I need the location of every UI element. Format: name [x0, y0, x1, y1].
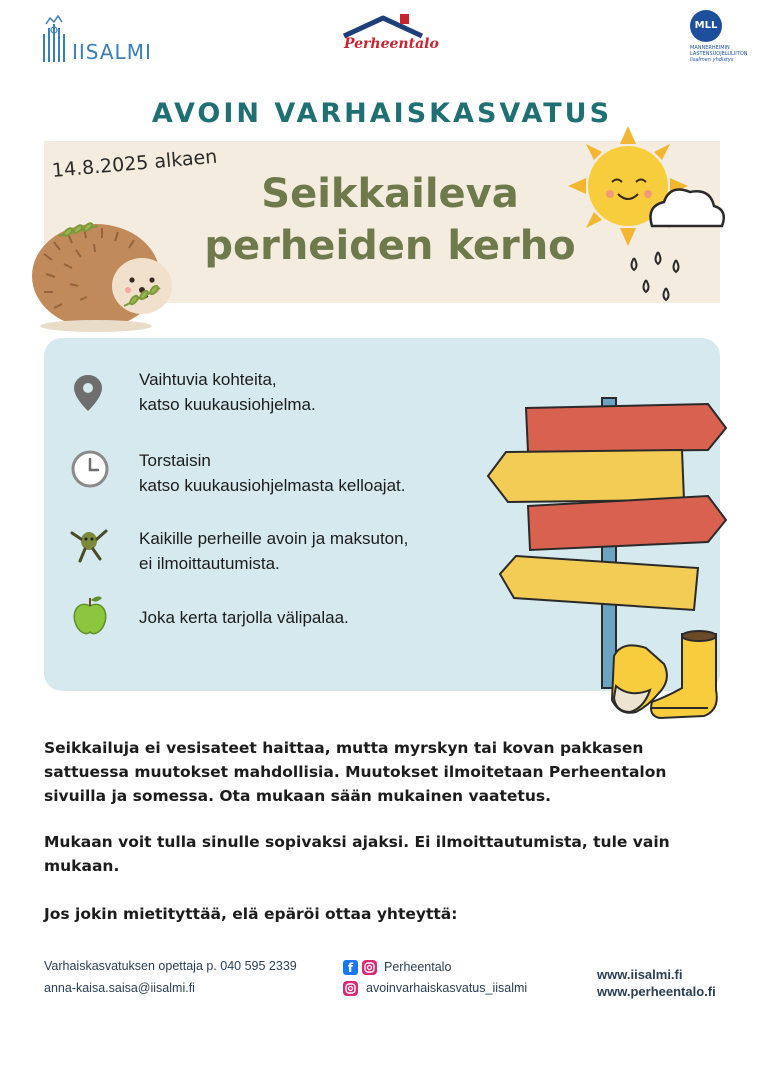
- info-item-line: Torstaisin: [139, 451, 211, 470]
- contact-paragraph: Jos jokin mietityttää, elä epäröi ottaa yhteyttä:: [44, 905, 458, 923]
- title-line2: perheiden kerho: [204, 223, 576, 269]
- info-item-snack: [139, 605, 499, 630]
- social-instagram-name[interactable]: avoinvarhaiskasvatus_iisalmi: [366, 981, 528, 995]
- title-line1: Seikkaileva: [261, 171, 519, 217]
- mll-line3: Iisalmen yhdistys: [690, 57, 734, 63]
- hedgehog-illustration: [24, 214, 174, 334]
- info-item-time: [139, 448, 499, 498]
- apple-icon: [72, 594, 108, 636]
- rain-boots-illustration: [608, 628, 724, 724]
- info-item-line: katso kuukausiohjelma.: [139, 395, 316, 414]
- social-facebook-instagram-name[interactable]: Perheentalo: [384, 960, 452, 974]
- info-item-free: [139, 526, 499, 576]
- clock-icon: [70, 449, 110, 489]
- info-item-line: katso kuukausiohjelmasta kelloajat.: [139, 476, 406, 495]
- iisalmi-crest-icon: [40, 14, 72, 64]
- mll-badge: MLL: [690, 10, 722, 42]
- sun-cloud-illustration: [566, 124, 732, 314]
- social-icons: [343, 960, 377, 976]
- event-title: [180, 168, 600, 272]
- mll-line2: LASTENSUOJELULIITON: [690, 51, 748, 57]
- weather-paragraph: Seikkailuja ei vesisateet haittaa, mutta myrskyn tai kovan pakkasen sattuessa muutokset mahdollisia. Muutokset ilmoitetaan Perheentalon sivuilla ja somessa. Ota mukaan sään mukainen vaatetus.: [44, 739, 667, 805]
- instagram-icon[interactable]: [362, 960, 377, 975]
- start-date: 14.8.2025 alkaen: [51, 145, 219, 182]
- contact-phone: Varhaiskasvatuksen opettaja p. 040 595 2339: [44, 959, 297, 973]
- facebook-icon[interactable]: f: [343, 960, 358, 975]
- info-item-location: [139, 367, 499, 417]
- mll-name: [690, 45, 748, 57]
- info-item-line: Vaihtuvia kohteita,: [139, 370, 277, 389]
- website-perheentalo[interactable]: www.perheentalo.fi: [597, 984, 716, 999]
- iisalmi-logo: [40, 14, 170, 66]
- info-item-line: Kaikille perheille avoin ja maksuton,: [139, 529, 409, 548]
- info-item-line: ei ilmoittautumista.: [139, 554, 280, 573]
- perheentalo-logo: [340, 12, 439, 60]
- perheentalo-wordmark: Perheentalo: [344, 36, 439, 52]
- running-figure-icon: [68, 525, 110, 565]
- iisalmi-wordmark: IISALMI: [72, 40, 152, 64]
- info-item-line: Joka kerta tarjolla välipalaa.: [139, 608, 349, 627]
- location-pin-icon: [72, 373, 104, 413]
- website-iisalmi[interactable]: www.iisalmi.fi: [597, 967, 683, 982]
- main-heading: AVOIN VARHAISKASVATUS: [151, 98, 613, 129]
- join-paragraph: Mukaan voit tulla sinulle sopivaksi ajaksi. Ei ilmoittautumista, tule vain mukaan.: [44, 833, 670, 875]
- instagram-icon[interactable]: [343, 981, 358, 996]
- mll-logo: [688, 10, 758, 70]
- contact-email[interactable]: anna-kaisa.saisa@iisalmi.fi: [44, 981, 195, 995]
- mll-line1: MANNERHEIMIN: [690, 45, 730, 51]
